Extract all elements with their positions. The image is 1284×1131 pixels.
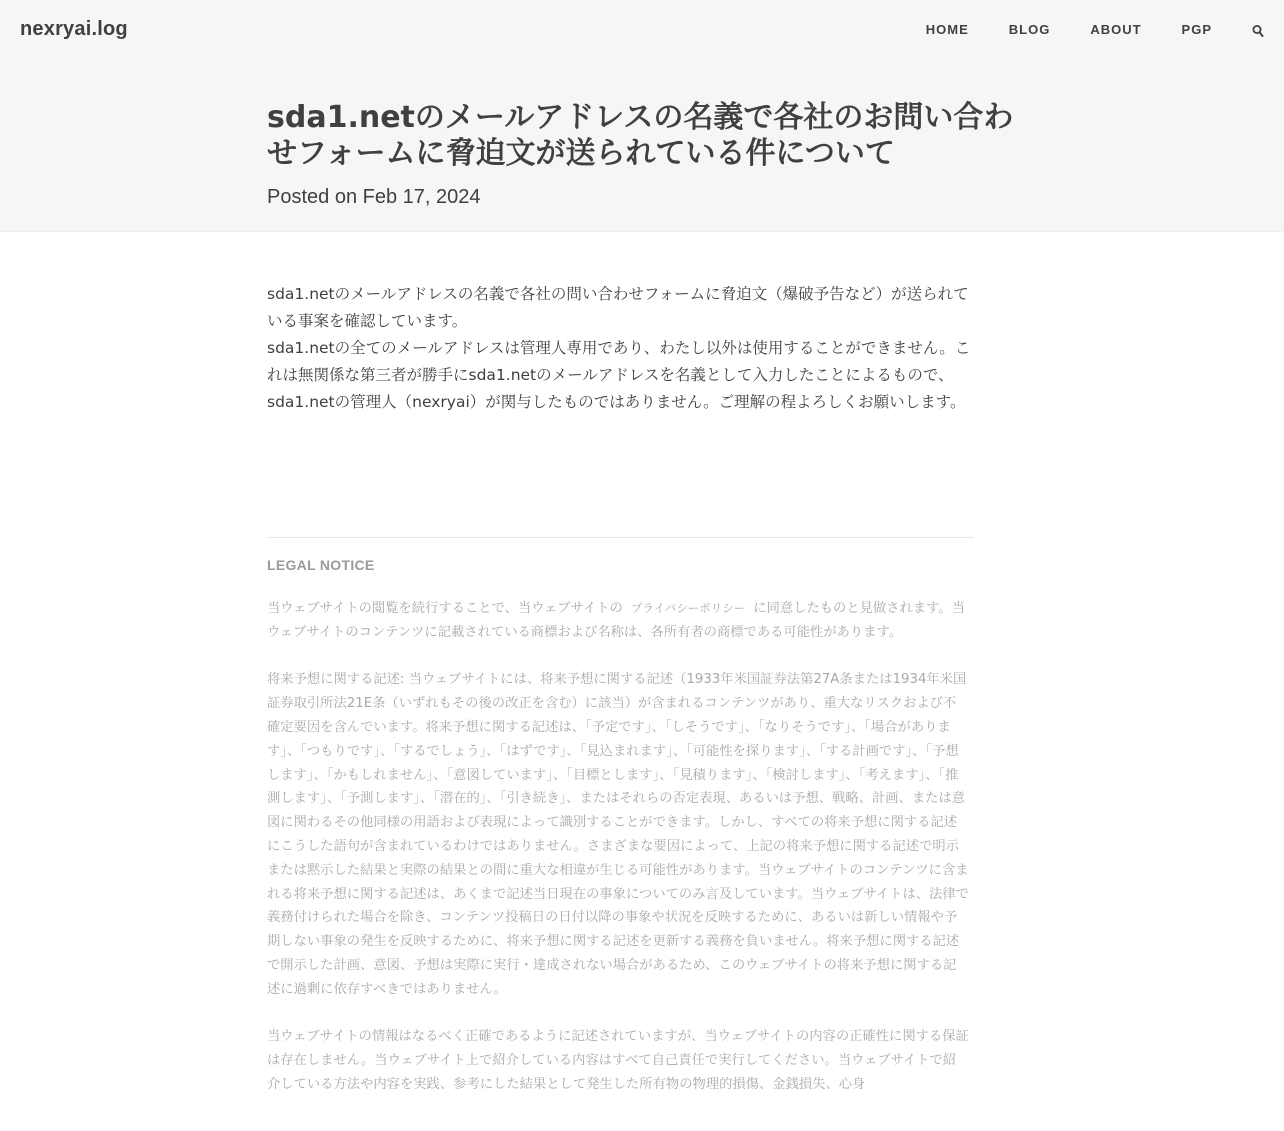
nav-blog[interactable]: BLOG (1008, 22, 1051, 37)
legal-notice (267, 597, 969, 1121)
post-date: Posted on Feb 17, 2024 (267, 186, 481, 208)
search-icon[interactable] (1252, 23, 1264, 37)
nav-pgp[interactable]: PGP (1181, 22, 1212, 37)
post-body (267, 281, 977, 416)
main-nav (886, 22, 1264, 37)
legal-text: 当ウェブサイトの閲覧を続行することで、当ウェブサイトの (267, 601, 623, 616)
legal-notice-heading: LEGAL NOTICE (267, 557, 375, 573)
post-title: sda1.netのメールアドレスの名義で各社のお問い合わせフォームに脅迫文が送られている件について (267, 100, 1014, 171)
post-paragraph: sda1.netのメールアドレスの名義で各社の問い合わせフォームに脅迫文（爆破予告など）が送られている事案を確認しています。 (267, 285, 969, 330)
site-brand[interactable]: nexryai.log (20, 18, 128, 40)
nav-home[interactable]: HOME (925, 22, 969, 37)
forward-looking-statements: 将来予想に関する記述: 当ウェブサイトには、将来予想に関する記述（1933年米国証券法第27A条または1934年米国証券取引所法21E条（いずれもその後の改正を含む）に該当）が含まれるコンテンツがあり、重大なリスクおよび不確定要因を含んでいます。将来予想に関する記述は、「予定です」、「しそうです」、「なりそうです」、「場合があります」、「つもりです」、「するでしょう」、「はずです」、「見込まれます」、「可能性を探ります」、「する計画です」、「予想します」、「かもしれません」、「意図しています」、「目標とします」、「見積ります」、「検討します」、「考えます」、「推測します」、「予測します」、「潜在的」、「引き続き」、またはそれらの否定表現、あるいは予想、戦略、計画、または意図に関わるその他同様の用語および表現によって識別することができます。しかし、すべての将来予想に関する記述にこうした語句が含まれているわけではありません。さまざまな要因によって、上記の将来予想に関する記述で明示または黙示した結果と実際の結果との間に重大な相違が生じる可能性があります。当ウェブサイトのコンテンツに含まれる将来予想に関する記述は、あくまで記述当日現在の事象についてのみ言及しています。当ウェブサイトは、法律で義務付けられた場合を除き、コンテンツ投稿日の日付以降の事象や状況を反映するために、あるいは新しい情報や予期しない事象の発生を反映するために、将来予想に関する記述を更新する義務を負いません。将来予想に関する記述で開示した計画、意図、予想は実際に実行・達成されない場合があるため、このウェブサイトの将来予想に関する記述に過剰に依存すべきではありません。 (267, 672, 969, 997)
legal-paragraph (267, 597, 969, 645)
footer-divider (267, 537, 974, 538)
privacy-policy-link[interactable]: プライバシーポリシー (630, 601, 746, 615)
legal-text: に同意したものと見做されます。当ウェブサイトのコンテンツに記載されている商標および名称は、各所有者の商標である可能性があります。 (267, 601, 965, 640)
post-paragraph: sda1.netの全てのメールアドレスは管理人専用であり、わたし以外は使用することができません。これは無関係な第三者が勝手にsda1.netのメールアドレスを名義として入力したことによるもので、sda1.netの管理人（nexryai）が関与したものではありません。ご理解の程よろしくお願いします。 (267, 339, 971, 411)
legal-paragraph: 当ウェブサイトの情報はなるべく正確であるように記述されていますが、当ウェブサイトの内容の正確性に関する保証は存在しません。当ウェブサイト上で紹介している内容はすべて自己責任で実行してください。当ウェブサイトで紹介している方法や内容を実践、参考にした結果として発生した所有物の物理的損傷、金銭損失、心身 (267, 1029, 969, 1092)
nav-about[interactable]: ABOUT (1090, 22, 1142, 37)
page-header (0, 0, 1284, 232)
